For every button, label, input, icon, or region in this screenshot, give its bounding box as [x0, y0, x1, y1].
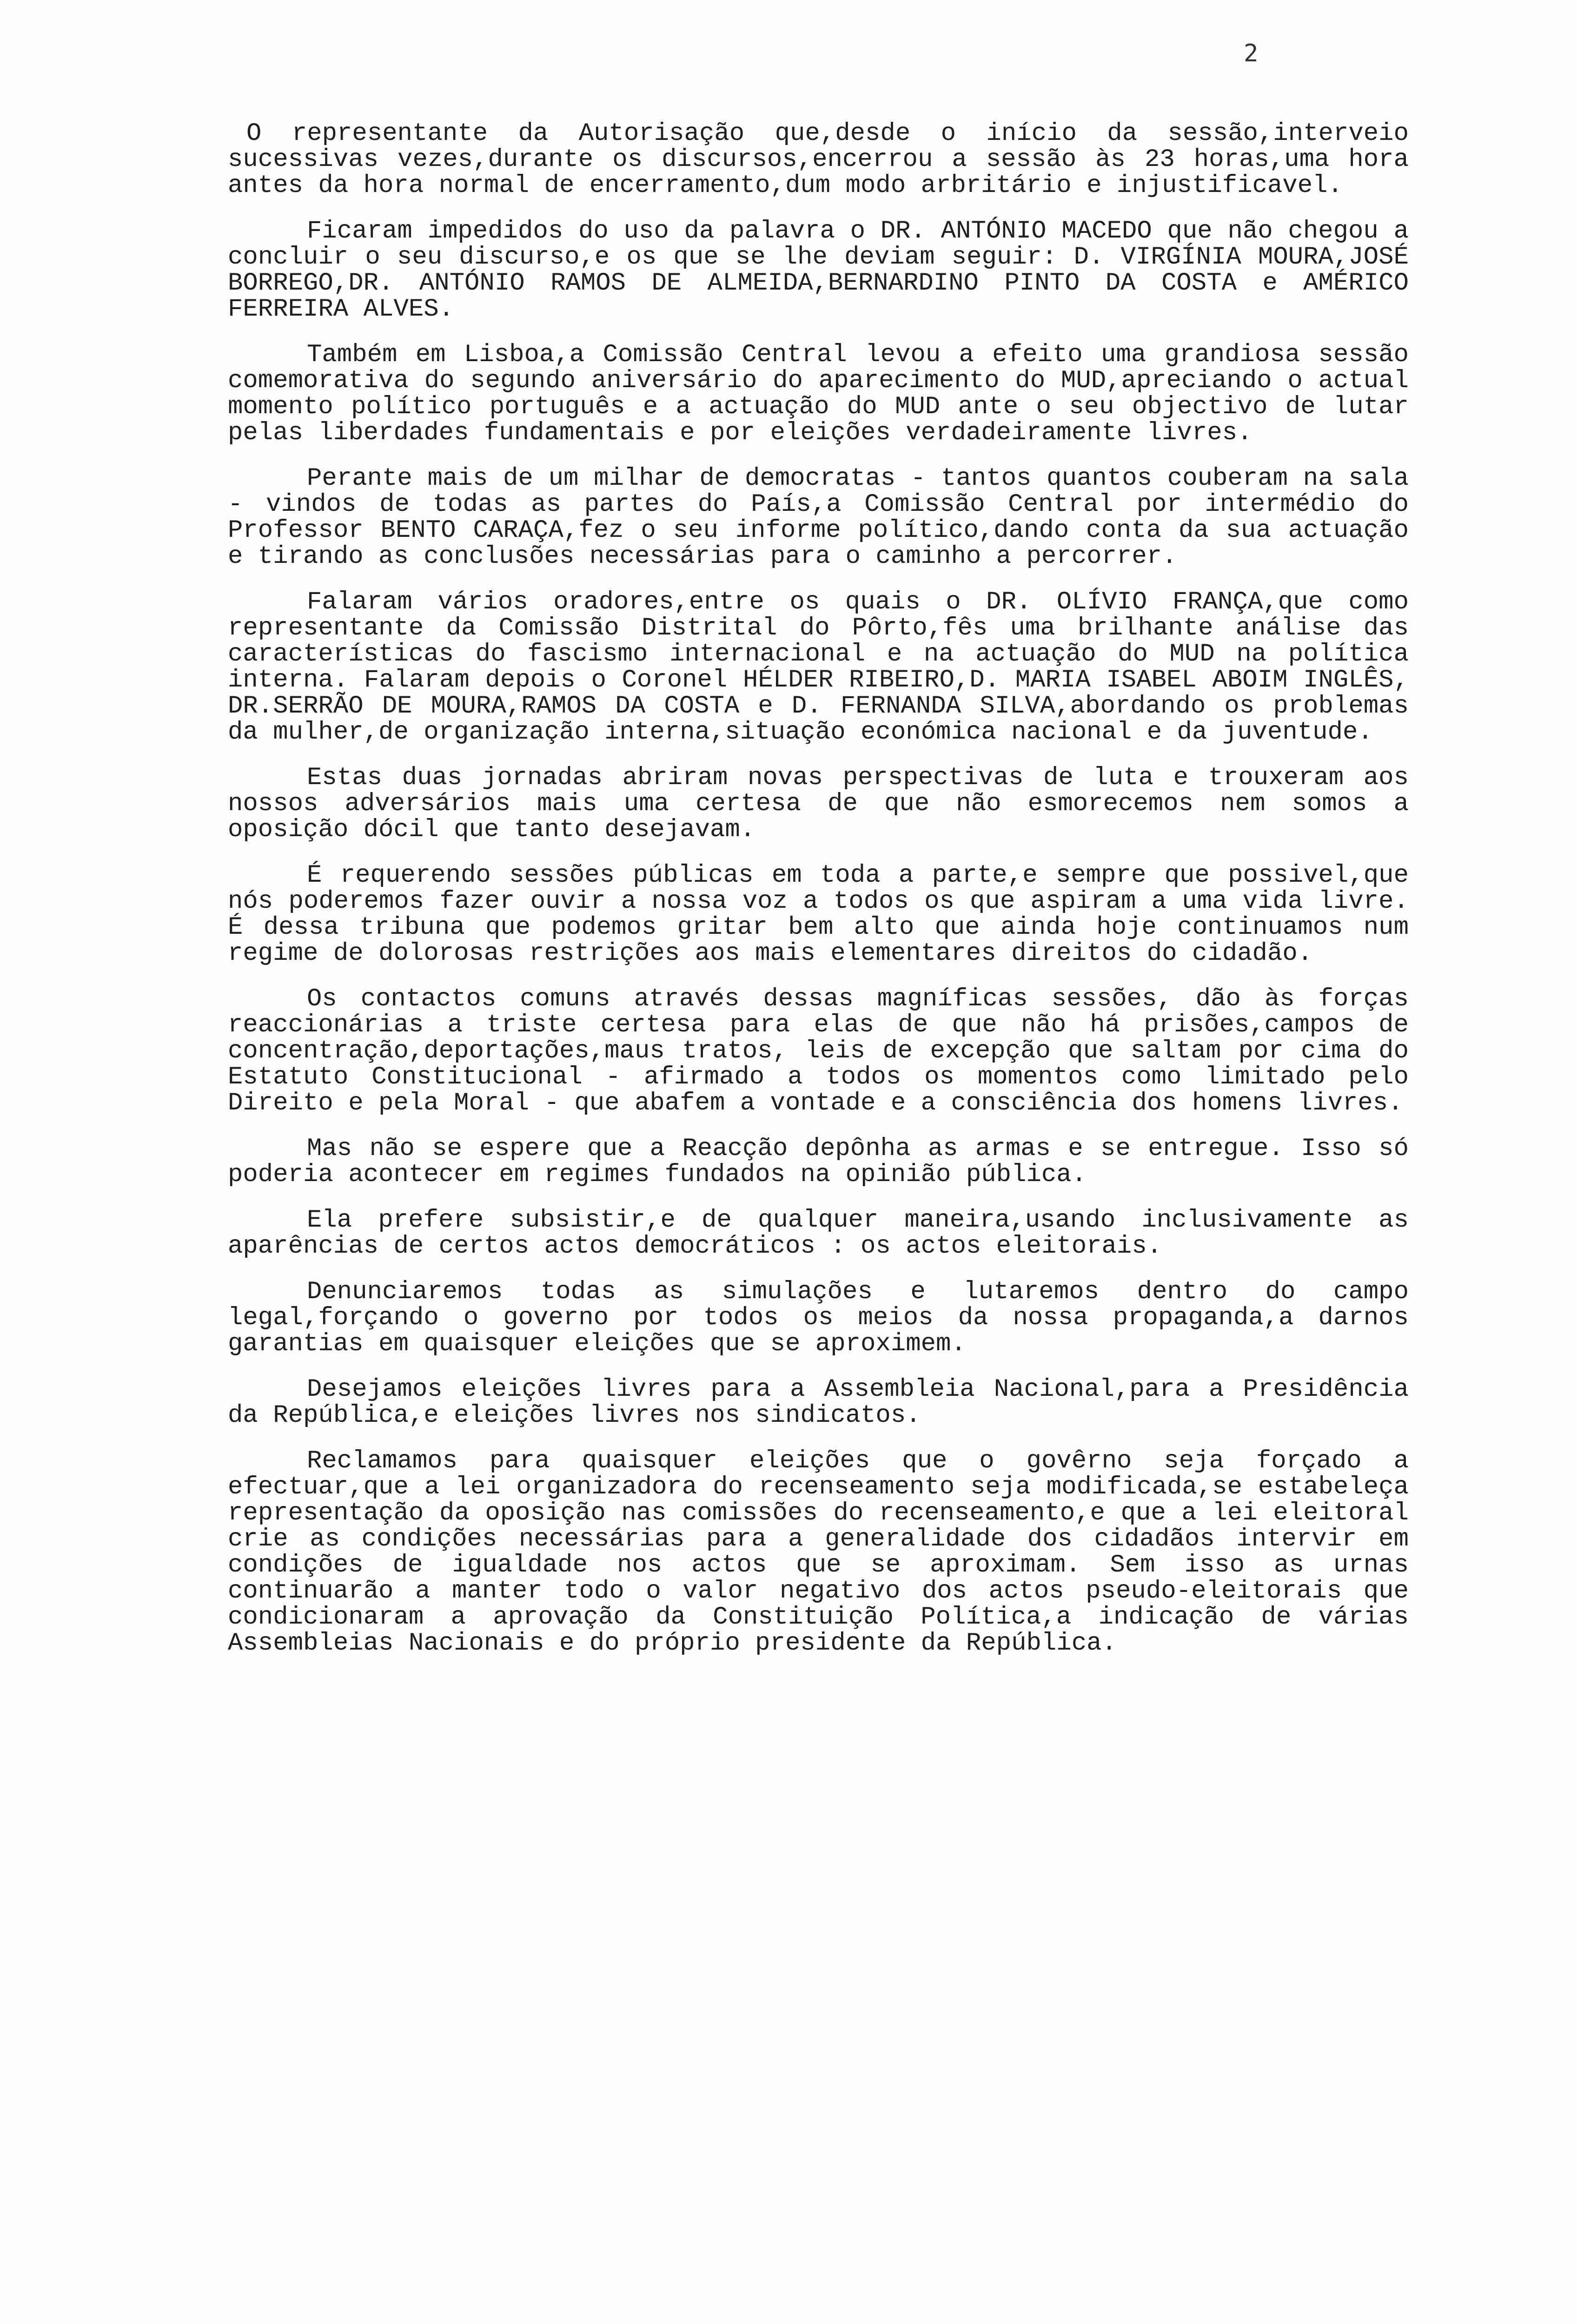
paragraph: O representante da Autorisação que,desde o início da sessão,interveio sucessivas vezes,durante os discursos,encerrou a sessão às 23 horas,uma hora antes da hora normal de encerramento,dum modo arbritário e injustificavel.: [228, 119, 1409, 200]
paragraph: Falaram vários oradores,entre os quais o DR. OLÍVIO FRANÇA,que como representante da Comissão Distrital do Pôrto,fês uma brilhante análise das características do fascismo internacional e na actuação do MUD na política interna. Falaram depois o Coronel HÉLDER RIBEIRO,D. MARIA ISABEL ABOIM INGLÊS, DR.SERRÃO DE MOURA,RAMOS DA COSTA e D. FERNANDA SILVA,abordando os problemas da mulher,de organização interna,situação económica nacional e da juventude.: [228, 588, 1409, 746]
paragraph: Desejamos eleições livres para a Assembleia Nacional,para a Presidência da República,e eleições livres nos sindicatos.: [228, 1375, 1409, 1430]
paragraph: Também em Lisboa,a Comissão Central levou a efeito uma grandiosa sessão comemorativa do segundo aniversário do aparecimento do MUD,apreciando o actual momento político português e a actuação do MUD ante o seu objectivo de lutar pelas liberdades fundamentais e por eleições verdadeiramente livres.: [228, 341, 1409, 447]
document-body: [228, 121, 1409, 1676]
paragraph: Ficaram impedidos do uso da palavra o DR. ANTÓNIO MACEDO que não chegou a concluir o seu discurso,e os que se lhe deviam seguir: D. VIRGÍNIA MOURA,JOSÉ BORREGO,DR. ANTÓNIO RAMOS DE ALMEIDA,BERNARDINO PINTO DA COSTA e AMÉRICO FERREIRA ALVES.: [228, 217, 1409, 324]
paragraph: Estas duas jornadas abriram novas perspectivas de luta e trouxeram aos nossos adversários mais uma certesa de que não esmorecemos nem somos a oposição dócil que tanto desejavam.: [228, 764, 1409, 844]
paragraph: Ela prefere subsistir,e de qualquer maneira,usando inclusivamente as aparências de certos actos democráticos : os actos eleitorais.: [228, 1206, 1409, 1261]
paragraph: É requerendo sessões públicas em toda a parte,e sempre que possivel,que nós poderemos fazer ouvir a nossa voz a todos os que aspiram a uma vida livre. É dessa tribuna que podemos gritar bem alto que ainda hoje continuamos num regime de dolorosas restrições aos mais elementares direitos do cidadão.: [228, 861, 1409, 968]
page-number: 2: [1244, 40, 1259, 67]
paragraph: Reclamamos para quaisquer eleições que o govêrno seja forçado a efectuar,que a lei organizadora do recenseamento seja modificada,se estabeleça representação da oposição nas comissões do recenseamento,e que a lei eleitoral crie as condições necessárias para a generalidade dos cidadãos intervir em condições de igualdade nos actos que se aproximam. Sem isso as urnas continuarão a manter todo o valor negativo dos actos pseudo-eleitorais que condicionaram a aprovação da Constituição Política,a indicação de várias Assembleias Nacionais e do próprio presidente da República.: [228, 1447, 1409, 1657]
paragraph: Mas não se espere que a Reacção depônha as armas e se entregue. Isso só poderia acontecer em regimes fundados na opinião pública.: [228, 1135, 1409, 1189]
paragraph: Os contactos comuns através dessas magníficas sessões, dão às forças reaccionárias a triste certesa para elas de que não há prisões,campos de concentração,deportações,maus tratos, leis de excepção que saltam por cima do Estatuto Constitucional - afirmado a todos os momentos como limitado pelo Direito e pela Moral - que abafem a vontade e a consciência dos homens livres.: [228, 985, 1409, 1117]
paragraph: Denunciaremos todas as simulações e lutaremos dentro do campo legal,forçando o governo por todos os meios da nossa propaganda,a darnos garantias em quaisquer eleições que se aproximem.: [228, 1278, 1409, 1358]
paragraph: Perante mais de um milhar de democratas - tantos quantos couberam na sala - vindos de todas as partes do País,a Comissão Central por intermédio do Professor BENTO CARAÇA,fez o seu informe político,dando conta da sua actuação e tirando as conclusões necessárias para o caminho a percorrer.: [228, 464, 1409, 571]
